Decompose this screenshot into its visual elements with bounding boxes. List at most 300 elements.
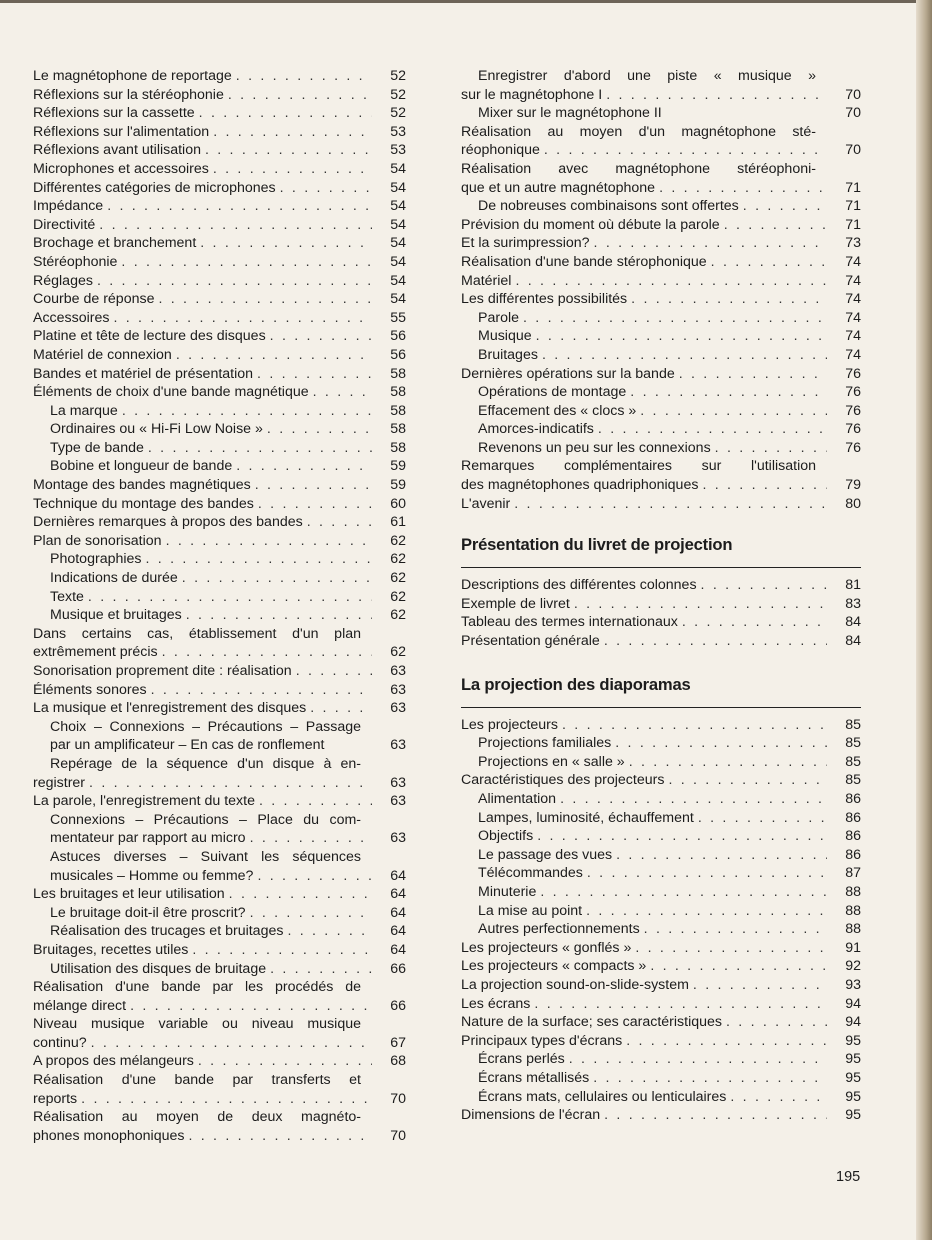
toc-entry-label: mentateur par rapport au micro [50,830,246,847]
toc-entry-label: Alimentation [478,791,557,807]
toc-entry [33,365,406,384]
leader-dots [698,476,827,495]
toc-entry-page: 83 [845,595,861,612]
toc-entry-page: 54 [390,198,406,215]
toc-entry-label: Matériel de connexion [33,346,172,363]
leader-dots [694,809,827,828]
toc-entry-page: 86 [845,809,861,826]
toc-entry-label: Le bruitage doit-il être proscrit? [50,904,246,921]
toc-entry-label: registrer [33,774,86,791]
leader-dots [600,632,827,651]
leader-dots [558,716,827,735]
toc-entry [461,290,861,309]
toc-entry-page: 63 [390,681,406,698]
toc-entry-page: 52 [390,105,406,122]
toc-entry-label: Exemple de livret [461,595,570,612]
toc-entry-page: 86 [845,828,861,845]
toc-entry [33,309,406,328]
leader-dots [533,827,827,846]
toc-entry-line: Réalisation au moyen d'un magnétophone sté- [461,123,816,140]
toc-entry [461,1050,861,1069]
toc-entry [461,104,861,123]
toc-entry-label: Texte [50,588,84,605]
toc-entry-page: 59 [390,458,406,475]
toc-entry-page: 70 [390,1090,406,1107]
toc-entry-page: 94 [845,995,861,1012]
toc-entry [461,613,861,632]
toc-entry [461,234,861,253]
toc-entry [461,576,861,595]
toc-entry-page: 66 [390,960,406,977]
toc-entry [461,902,861,921]
leader-dots [154,290,372,309]
leader-dots [626,383,827,402]
toc-entry-label: Présentation générale [461,633,600,650]
toc-right-column [461,67,861,1125]
leader-dots [536,883,827,902]
toc-entry [461,216,861,235]
toc-entry [33,290,406,309]
leader-dots [556,790,827,809]
leader-dots [519,309,827,328]
leader-dots [583,864,827,883]
leader-dots [225,885,372,904]
toc-entry-label: Réflexions sur l'alimentation [33,123,210,140]
toc-entry-page: 85 [845,753,861,770]
toc-entry-page: 54 [390,253,406,270]
toc-entry-page: 85 [845,735,861,752]
toc-entry-label: Télécommandes [478,865,583,882]
toc-entry-page: 62 [390,588,406,605]
leader-dots [266,327,372,346]
leader-dots [589,1069,827,1088]
leader-dots [582,902,827,921]
toc-entry [461,976,861,995]
leader-dots [246,904,372,923]
toc-entry [33,811,406,848]
toc-entry-label: des magnétophones quadriphoniques [461,477,699,494]
toc-entry [461,309,861,328]
toc-entry [33,904,406,923]
leader-dots [292,662,372,681]
toc-entry-label: Stéréophonie [33,253,118,270]
toc-entry-page: 63 [390,774,406,791]
toc-entry-page: 63 [390,793,406,810]
toc-entry [461,123,861,160]
leader-dots [697,576,827,595]
toc-entry-label: Prévision du moment où débute la parole [461,216,720,233]
toc-entry [461,1088,861,1107]
toc-entry-label: Éléments de choix d'une bande magnétique [33,384,309,401]
toc-entry [33,755,406,792]
leader-dots [254,495,372,514]
toc-entry-page: 61 [390,514,406,531]
toc-entry-page: 62 [390,551,406,568]
toc-entry-page: 55 [390,309,406,326]
leader-dots [726,1088,827,1107]
toc-entry-page: 94 [845,1014,861,1031]
toc-entry-page: 54 [390,216,406,233]
toc-entry-label: que et un autre magnétophone [461,179,656,196]
toc-entry-line: Niveau musique variable ou niveau musique [33,1016,361,1033]
toc-entry [33,718,406,755]
toc-entry-page: 70 [390,1127,406,1144]
toc-entry [33,848,406,885]
toc-entry-label: Utilisation des disques de bruitage [50,960,267,977]
toc-entry [33,327,406,346]
leader-dots [602,86,827,105]
leader-dots [283,922,372,941]
toc-entry-label: phones monophoniques [33,1127,185,1144]
toc-entry-page: 58 [390,439,406,456]
leader-dots [511,272,827,291]
leader-dots [636,402,827,421]
toc-entry-page: 88 [845,902,861,919]
leader-dots [195,104,372,123]
toc-entry-label: Bruitages [478,346,538,363]
toc-entry [33,495,406,514]
leader-dots [640,920,827,939]
toc-entry-page: 54 [390,179,406,196]
toc-entry-label: Dernières remarques à propos des bandes [33,514,303,531]
toc-entry-label: musicales – Homme ou femme? [50,867,254,884]
toc-entry-label: Dernières opérations sur la bande [461,365,675,382]
toc-entry-page: 70 [845,142,861,159]
toc-entry-label: Parole [478,309,520,326]
toc-entry-page: 86 [845,846,861,863]
toc-entry-page: 67 [390,1034,406,1051]
toc-entry-label: La projection sound-on-slide-system [461,976,689,993]
toc-entry [33,978,406,1015]
leader-dots [627,290,827,309]
toc-entry-label: Autres perfectionnements [478,921,640,938]
toc-entry-label: L'avenir [461,495,511,512]
toc-entry-label: A propos des mélangeurs [33,1053,194,1070]
toc-entry-label: Musique et bruitages [50,607,182,624]
toc-entry [33,253,406,272]
toc-entry-page: 63 [390,663,406,679]
toc-entry [33,1108,406,1145]
toc-entry [33,457,406,476]
leader-dots [178,569,372,588]
toc-entry-page: 64 [390,941,406,958]
toc-entry-label: Amorces-indicatifs [478,421,594,438]
toc-entry-label: Revenons un peu sur les connexions [478,439,711,456]
toc-entry-line [33,643,406,662]
leader-dots [530,995,827,1014]
toc-entry-label: Les projecteurs « compacts » [461,958,647,975]
toc-entry-label: Matériel [461,272,512,289]
toc-entry-page: 88 [845,921,861,938]
toc-entry [461,753,861,772]
leader-dots [532,327,827,346]
toc-entry [33,960,406,979]
toc-entry [461,272,861,291]
leader-dots [306,699,372,718]
toc-entry [33,234,406,253]
toc-entry-label: mélange direct [33,997,127,1014]
leader-dots [85,774,372,793]
toc-entry-page: 74 [845,272,861,289]
toc-entry-page: 63 [390,700,406,717]
toc-entry [461,883,861,902]
toc-entry-label: Les projecteurs « gonflés » [461,939,632,956]
toc-entry [461,1106,861,1125]
toc-entry-page: 56 [390,346,406,363]
toc-entry-page: 70 [845,86,861,103]
toc-entry [461,420,861,439]
toc-entry-page: 64 [390,886,406,903]
toc-entry-page: 85 [845,772,861,789]
toc-entry-label: Microphones et accessoires [33,160,209,177]
toc-entry-label: Les bruitages et leur utilisation [33,886,225,903]
toc-entry-label: réophonique [461,142,540,159]
toc-entry-page: 84 [845,633,861,650]
toc-entry-page: 64 [390,923,406,940]
toc-entry [461,790,861,809]
leader-dots [172,346,372,365]
toc-entry-label: Impédance [33,198,104,215]
toc-entry-page: 92 [845,958,861,975]
toc-entry [33,699,406,718]
leader-dots [622,1032,827,1051]
toc-entry-page: 86 [845,791,861,807]
toc-entry-line [461,141,861,160]
leader-dots [303,513,372,532]
toc-entry [461,67,861,104]
toc-entry-label: Réflexions sur la stéréophonie [33,86,224,103]
toc-entry-line [33,867,406,886]
toc-entry [461,939,861,958]
toc-entry-page: 71 [845,216,861,233]
toc-entry-label: Tableau des termes internationaux [461,614,678,631]
toc-entry [33,922,406,941]
toc-entry-page: 52 [390,68,406,84]
toc-entry-label: Lampes, luminosité, échauffement [478,809,694,826]
toc-entry-label: Réflexions sur la cassette [33,105,195,122]
toc-entry-label: Écrans perlés [478,1051,565,1068]
toc-entry-page: 87 [845,865,861,882]
toc-entry-page: 74 [845,291,861,308]
toc-entry-line [33,774,406,793]
toc-entry-label: Dimensions de l'écran [461,1107,601,1124]
toc-entry-page: 62 [390,532,406,549]
toc-entry-page: 88 [845,883,861,900]
toc-entry-label: Accessoires [33,309,110,326]
toc-entry-line: Remarques complémentaires sur l'utilisation [461,458,816,475]
toc-entry-page: 58 [390,384,406,401]
toc-entry [33,1052,406,1071]
leader-dots [612,846,827,865]
toc-entry [33,402,406,421]
leader-dots [103,197,372,216]
leader-dots [232,457,372,476]
toc-entry-page: 54 [390,160,406,177]
toc-entry [461,632,861,651]
toc-entry-label: Sonorisation proprement dite : réalisation [33,663,292,679]
toc-entry-line: Astuces diverses – Suivant les séquences [50,848,361,865]
toc-entry-line: Réalisation d'une bande par les procédés de [33,979,361,996]
toc-entry [33,550,406,569]
toc-entry-page: 85 [845,716,861,733]
toc-entry-page: 70 [845,105,861,122]
toc-entry [461,995,861,1014]
toc-entry [461,920,861,939]
toc-entry-label: Ordinaires ou « Hi-Fi Low Noise » [50,421,263,438]
toc-entry [461,734,861,753]
leader-dots [600,1106,827,1125]
leader-dots [689,976,827,995]
toc-entry-page: 53 [390,142,406,159]
toc-entry-page: 95 [845,1032,861,1049]
leader-dots [77,1090,372,1109]
toc-entry-label: La mise au point [478,902,583,919]
toc-entry [461,402,861,421]
leader-dots [540,141,827,160]
toc-entry [33,476,406,495]
toc-entry [461,957,861,976]
toc-entry-label: Montage des bandes magnétiques [33,477,251,494]
toc-entry-label: Différentes catégories de microphones [33,179,276,196]
toc-entry-page: 63 [390,737,406,754]
toc-entry-label: Les projecteurs [461,716,558,733]
toc-entry-label: continu? [33,1034,87,1051]
toc-entry-label: Écrans métallisés [478,1069,590,1086]
toc-entry-page: 60 [390,495,406,512]
leader-dots [625,753,827,772]
toc-entry-page: 79 [845,477,861,494]
leader-dots [263,420,372,439]
toc-entry [461,253,861,272]
toc-entry [33,67,406,86]
toc-entry-label: reports [33,1090,78,1107]
leader-dots [276,179,372,198]
section-title-projection: La projection des diaporamas [461,675,861,708]
toc-right-top-list [461,67,861,513]
toc-entry-page: 95 [845,1051,861,1068]
toc-entry-page: 62 [390,570,406,587]
toc-entry-line [33,997,406,1016]
toc-entry-page: 74 [845,309,861,326]
toc-entry-page: 93 [845,976,861,993]
leader-dots [162,532,372,551]
toc-entry-label: Objectifs [478,828,534,845]
leader-dots [309,383,372,402]
toc-entry-page: 58 [390,421,406,438]
toc-entry-page: 74 [845,346,861,363]
leader-dots [158,643,372,662]
toc-entry-label: Éléments sonores [33,681,147,698]
toc-entry-label: sur le magnétophone I [461,86,603,103]
toc-entry-line: Dans certains cas, établissement d'un plan [33,625,361,642]
toc-entry-page: 95 [845,1088,861,1105]
leader-dots [142,550,373,569]
leader-dots [565,1050,827,1069]
toc-entry [33,1071,406,1108]
leader-dots [251,476,372,495]
leader-dots [209,123,372,142]
toc-entry-page: 81 [845,577,861,594]
toc-entry-label: Courbe de réponse [33,291,155,308]
toc-entry-page: 52 [390,86,406,103]
leader-dots [118,402,372,421]
toc-projection-list [461,716,861,1125]
leader-dots [675,365,827,384]
toc-entry-label: Projections familiales [478,735,612,752]
spacer [461,513,861,535]
toc-entry-page: 62 [390,644,406,661]
toc-entry [33,197,406,216]
toc-entry [33,606,406,625]
leader-dots [224,86,372,105]
toc-entry-page: 74 [845,253,861,270]
toc-entry-line [461,476,861,495]
leader-dots [209,160,372,179]
leader-dots [246,829,372,848]
toc-entry-line [461,179,861,198]
leader-dots [664,771,827,790]
leader-dots [117,253,372,272]
leader-dots [655,179,827,198]
toc-entry-label: Minuterie [478,883,537,900]
toc-entry [461,365,861,384]
toc-entry [33,179,406,198]
toc-entry-page: 59 [390,477,406,494]
toc-entry-label: Projections en « salle » [478,753,625,770]
toc-entry [33,941,406,960]
toc-entry-label: Photographies [50,551,142,568]
leader-dots [147,681,372,700]
leader-dots [126,997,372,1016]
toc-entry-line [33,736,406,755]
toc-entry [33,792,406,811]
toc-entry-label: Caractéristiques des projecteurs [461,772,665,789]
toc-entry [33,141,406,160]
leader-dots [631,939,827,958]
toc-entry-label: De nobreuses combinaisons sont offertes [478,198,739,215]
toc-entry-label: Réglages [33,272,93,289]
leader-dots [255,792,372,811]
toc-entry-page: 66 [390,997,406,1014]
leader-dots [194,1052,372,1071]
toc-entry-page: 76 [845,421,861,438]
toc-entry-label: La parole, l'enregistrement du texte [33,793,255,810]
leader-dots [253,365,372,384]
toc-entry-page: 68 [390,1053,406,1070]
toc-entry-line [33,1034,406,1053]
toc-entry [33,1015,406,1052]
toc-entry-page: 76 [845,439,861,456]
leader-dots [188,941,372,960]
book-page-edge [916,0,932,1240]
toc-entry-page: 54 [390,291,406,308]
toc-entry-label: Directivité [33,216,96,233]
toc-entry-label: extrêmement précis [33,644,158,661]
toc-entry-label: Technique du montage des bandes [33,495,254,512]
toc-entry-line: Réalisation au moyen de deux magnéto- [33,1109,361,1126]
toc-entry [33,569,406,588]
toc-entry [33,216,406,235]
toc-entry-line [33,829,406,848]
toc-entry [461,716,861,735]
toc-entry [33,513,406,532]
toc-entry-line [33,1090,406,1109]
toc-entry [461,809,861,828]
toc-entry [33,885,406,904]
leader-dots [184,1127,372,1146]
toc-entry-line [461,86,861,105]
toc-entry-page: 64 [390,904,406,921]
